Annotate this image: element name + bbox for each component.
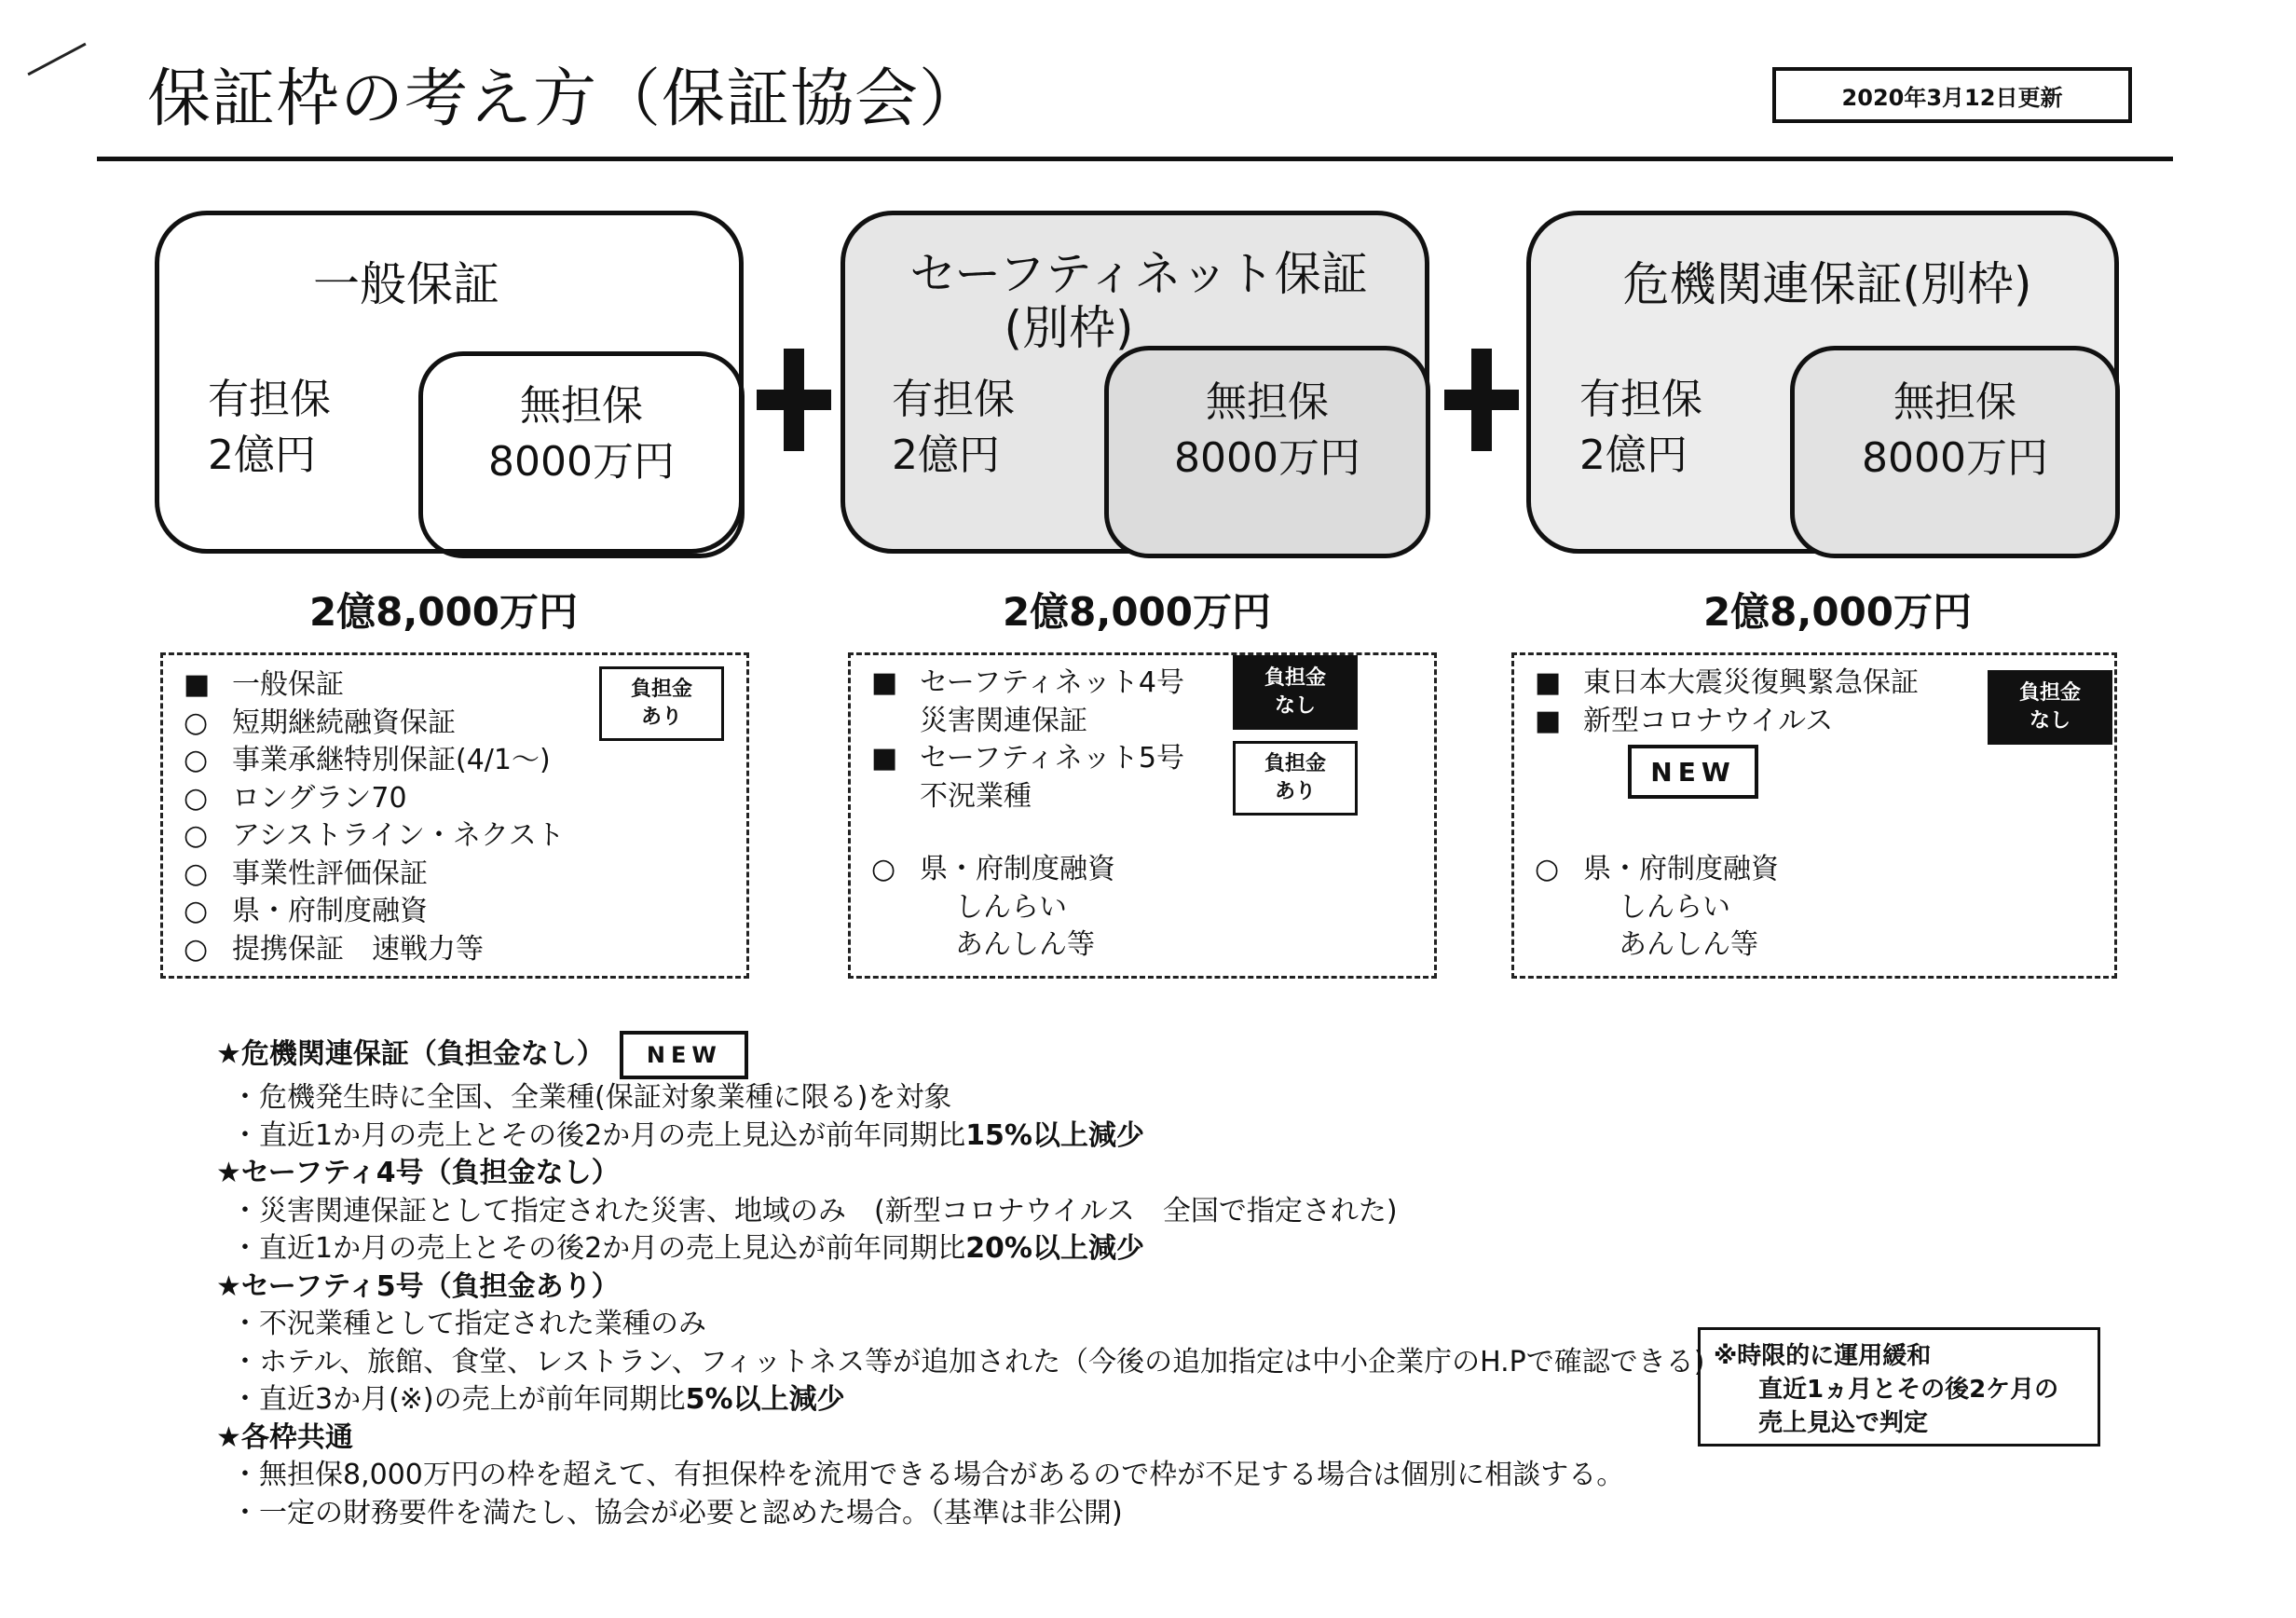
card-crisis-unsecured xyxy=(1795,375,2115,487)
list-item: ■ 一般保証 xyxy=(184,668,344,701)
list-crisis xyxy=(1511,652,2117,979)
secured-label: 有担保 xyxy=(1579,376,1702,423)
card-general-secured xyxy=(208,372,331,484)
card-crisis xyxy=(1526,211,2119,554)
unsecured-label: 無担保 xyxy=(520,382,643,430)
list-item: あんしん等 xyxy=(1619,928,1758,961)
list-item: ■ セーフティネット5号 xyxy=(871,742,1184,775)
card-safety-title-main: セーフティネット保証 xyxy=(909,247,1368,301)
card-crisis-title: 危機関連保証(別枠) xyxy=(1622,257,2032,311)
list-item: ○ 提携保証 速戦力等 xyxy=(184,932,484,966)
list-item: ■ 新型コロナウイルス xyxy=(1535,704,1834,737)
note-heading-sn4: ★セーフティ4号（負担金なし） xyxy=(216,1157,620,1189)
list-safety-items2 xyxy=(871,851,1115,965)
secured-amount: 2億円 xyxy=(892,432,1000,479)
note-heading-common: ★各枠共通 xyxy=(216,1420,353,1454)
badge-fee-yes: 負担金 あり xyxy=(1233,741,1358,816)
notes-section xyxy=(216,1031,1704,1532)
note-line: ・危機発生時に全国、全業種(保証対象業種に限る)を対象 xyxy=(231,1081,952,1114)
side-note-box xyxy=(1698,1327,2100,1447)
list-general xyxy=(160,652,749,979)
side-note-line: ※時限的に運用緩和 xyxy=(1714,1342,1932,1370)
badge-fee-yes: 負担金 あり xyxy=(599,666,724,741)
list-item: ○ 県・府制度融資 xyxy=(1535,853,1779,885)
card-safety-secured xyxy=(892,372,1015,484)
card-crisis-unsecured-box xyxy=(1790,346,2120,558)
new-label: NEW xyxy=(1650,756,1736,788)
unsecured-amount: 8000万円 xyxy=(1174,434,1360,482)
card-general-unsecured-box xyxy=(418,351,745,558)
list-item: ○ 短期継続融資保証 xyxy=(184,706,456,739)
note-heading-crisis: ★危機関連保証（負担金なし） NEW xyxy=(216,1031,1704,1079)
badge-fee-no: 負担金 なし xyxy=(1988,670,2112,745)
list-item: ○ 県・府制度融資 xyxy=(871,853,1115,885)
card-safety-unsecured-box xyxy=(1104,346,1430,558)
card-safety xyxy=(840,211,1429,554)
card-general-title: 一般保証 xyxy=(313,257,499,311)
update-date: 2020年3月12日更新 xyxy=(1841,84,2063,111)
list-item: ○ 県・府制度融資 xyxy=(184,895,428,927)
secured-amount: 2億円 xyxy=(1579,432,1688,479)
note-line: ・ホテル、旅館、食堂、レストラン、フィットネス等が追加された（今後の追加指定は中小企業庁のH.Pで確認できる) xyxy=(231,1345,1705,1378)
list-crisis-items2 xyxy=(1535,851,1779,965)
side-note-line: 売上見込で判定 xyxy=(1758,1409,1929,1437)
list-item: ○ ロングラン70 xyxy=(184,781,407,815)
card-general-total: 2億8,000万円 xyxy=(308,589,579,635)
list-crisis-items xyxy=(1535,665,1919,740)
list-item: あんしん等 xyxy=(955,928,1095,961)
badge-fee-no: 負担金 なし xyxy=(1233,655,1358,730)
new-badge: NEW xyxy=(620,1031,748,1079)
list-item: ○ アシストライン・ネクスト xyxy=(184,819,565,852)
list-item: ■ 東日本大震災復興緊急保証 xyxy=(1535,666,1919,699)
list-item: ■ セーフティネット4号 xyxy=(871,666,1184,699)
card-safety-title xyxy=(845,247,1432,355)
unsecured-amount: 8000万円 xyxy=(488,438,675,486)
unsecured-label: 無担保 xyxy=(1893,378,2016,426)
note-line: ・災害関連保証として指定された災害、地域のみ (新型コロナウイルス 全国で指定された) xyxy=(231,1194,1398,1227)
unsecured-label: 無担保 xyxy=(1206,378,1329,426)
note-line: ・直近1か月の売上とその後2か月の売上見込が前年同期比15%以上減少 xyxy=(231,1118,1144,1152)
header-divider xyxy=(97,157,2173,161)
card-general xyxy=(155,211,744,554)
list-item: 災害関連保証 xyxy=(920,704,1087,737)
note-line: ・一定の財務要件を満たし、協会が必要と認めた場合。（基準は非公開) xyxy=(231,1496,1123,1529)
note-heading-sn5: ★セーフティ5号（負担金あり） xyxy=(216,1269,620,1303)
list-item: しんらい xyxy=(1619,890,1730,924)
secured-amount: 2億円 xyxy=(208,432,316,479)
card-crisis-secured xyxy=(1579,372,1702,484)
new-badge xyxy=(1628,745,1758,799)
list-general-items xyxy=(184,666,565,968)
plus-icon xyxy=(1444,349,1519,451)
card-general-unsecured xyxy=(423,378,740,490)
unsecured-amount: 8000万円 xyxy=(1862,434,2048,482)
plus-icon xyxy=(757,349,831,451)
list-item: ○ 事業承継特別保証(4/1～) xyxy=(184,744,551,776)
list-item: しんらい xyxy=(955,890,1067,924)
secured-label: 有担保 xyxy=(892,376,1015,423)
card-crisis-total: 2億8,000万円 xyxy=(1702,589,1973,635)
list-item: 不況業種 xyxy=(920,779,1032,813)
note-line: ・不況業種として指定された業種のみ xyxy=(231,1308,706,1340)
list-safety-items xyxy=(871,665,1184,816)
secured-label: 有担保 xyxy=(208,376,331,423)
page-title: 保証枠の考え方（保証協会） xyxy=(147,62,984,136)
card-safety-total: 2億8,000万円 xyxy=(1002,589,1272,635)
list-safety xyxy=(848,652,1437,979)
card-safety-unsecured xyxy=(1109,375,1426,487)
note-line: ・無担保8,000万円の枠を超えて、有担保枠を流用できる場合があるので枠が不足する場合は個別に相談する。 xyxy=(231,1459,1625,1491)
list-item: ○ 事業性評価保証 xyxy=(184,857,428,890)
note-line: ・直近1か月の売上とその後2か月の売上見込が前年同期比20%以上減少 xyxy=(231,1232,1144,1265)
pen-mark xyxy=(27,43,86,76)
side-note-line: 直近1ヵ月とその後2ケ月の xyxy=(1758,1376,2059,1404)
card-safety-title-sub: (別枠) xyxy=(1004,301,1134,355)
update-date-box xyxy=(1772,67,2132,123)
note-line: ・直近3か月(※)の売上が前年同期比5%以上減少 xyxy=(231,1383,845,1416)
